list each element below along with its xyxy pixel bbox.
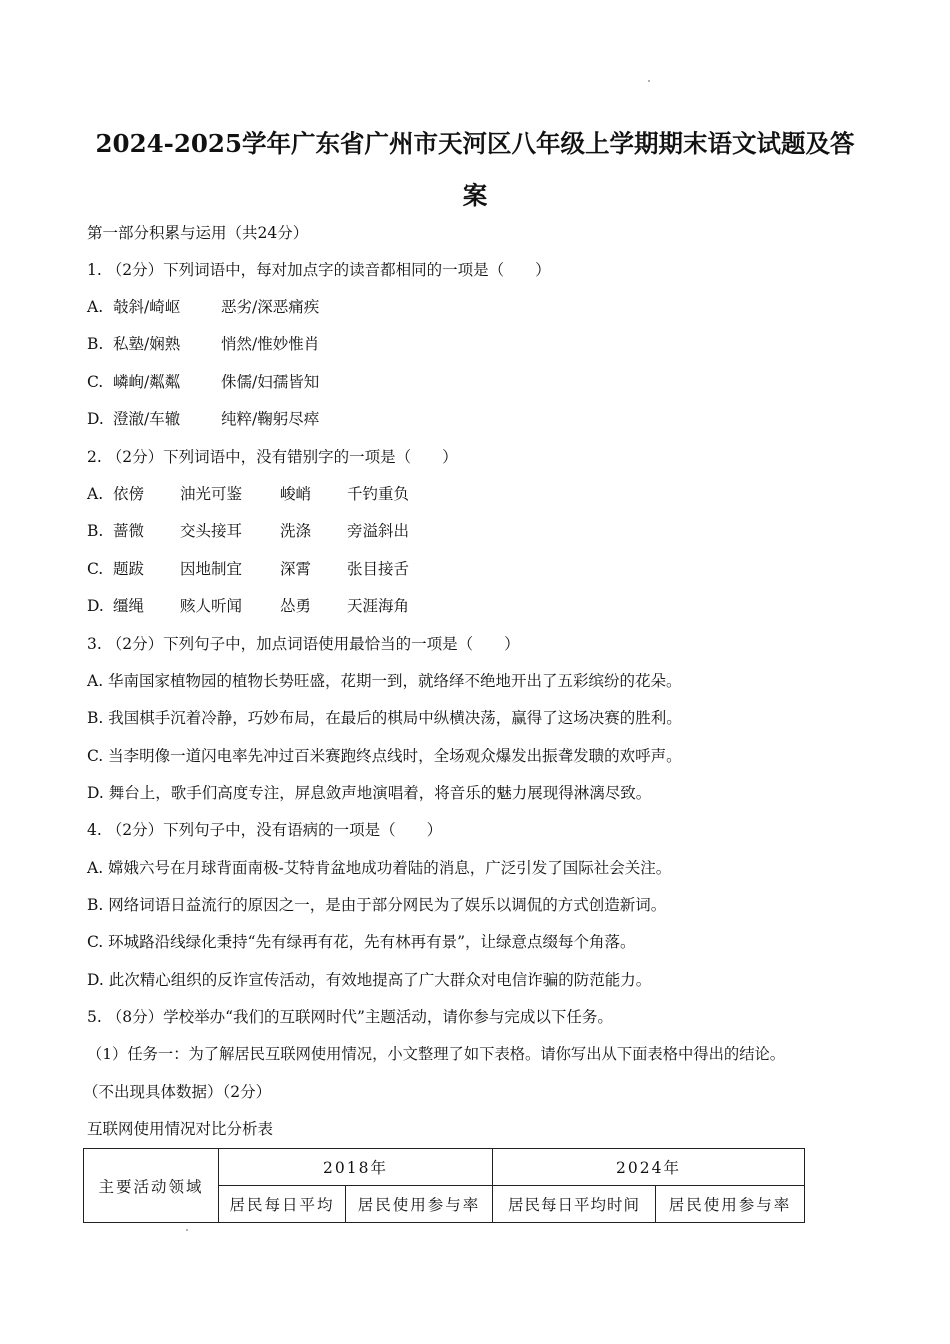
- row-header-cell: 主要活动领域: [84, 1149, 219, 1223]
- option-word: 怂勇: [280, 597, 312, 615]
- year-2024-cell: 2024年: [493, 1149, 805, 1186]
- internet-usage-table: [83, 1148, 805, 1223]
- table-header-row: [84, 1149, 805, 1186]
- option-word: 深霄: [280, 560, 312, 578]
- q2-option-a: [87, 483, 409, 505]
- option-letter: B.: [87, 522, 104, 540]
- q2-stem: 2. （2分）下列词语中，没有错别字的一项是（ ）: [87, 448, 458, 466]
- q4-stem: 4. （2分）下列句子中，没有语病的一项是（ ）: [87, 821, 443, 839]
- option-word: 赅人听闻: [180, 597, 243, 615]
- q1-option-a: [87, 296, 319, 318]
- scan-speck: [648, 80, 650, 82]
- subheader-cell: 居民每日平均时间: [493, 1186, 656, 1223]
- option-letter: D.: [87, 410, 104, 428]
- subheader-cell: 居民使用参与率: [656, 1186, 805, 1223]
- title-line-2: 案: [462, 181, 488, 210]
- option-word: 侏儒/妇孺皆知: [221, 373, 320, 391]
- option-word: 交头接耳: [180, 522, 243, 540]
- option-word: 纯粹/鞠躬尽瘁: [221, 410, 320, 428]
- q5-stem: 5. （8分）学校举办“我们的互联网时代”主题活动，请你参与完成以下任务。: [87, 1008, 613, 1026]
- option-word: 攲斜/崎岖: [113, 298, 181, 316]
- option-letter: D.: [87, 597, 104, 615]
- option-word: 千钓重负: [347, 485, 410, 503]
- option-letter: A.: [87, 298, 104, 316]
- option-word: 缰绳: [113, 597, 145, 615]
- q2-option-d: [87, 595, 409, 617]
- q4-option-a: A. 嫦娥六号在月球背面南极-艾特肯盆地成功着陆的消息，广泛引发了国际社会关注。: [87, 859, 672, 877]
- q1-option-d: [87, 408, 319, 430]
- option-word: 天涯海角: [347, 597, 410, 615]
- option-letter: C.: [87, 373, 104, 391]
- option-word: 嶙峋/粼粼: [113, 373, 181, 391]
- q1-option-c: [87, 371, 319, 393]
- option-word: 依傍: [113, 485, 145, 503]
- q4-option-c: C. 环城路沿线绿化秉持“先有绿再有花，先有林再有景”，让绿意点缀每个角落。: [87, 933, 636, 951]
- title-line-1: 2024-2025学年广东省广州市天河区八年级上学期期末语文试题及答: [95, 129, 855, 158]
- subheader-cell: 居民每日平均: [219, 1186, 346, 1223]
- option-word: 悄然/惟妙惟肖: [221, 335, 320, 353]
- q1-option-b: [87, 333, 319, 355]
- section-heading: 第一部分积累与运用（共24分）: [87, 224, 309, 242]
- option-word: 澄澈/车辙: [113, 410, 181, 428]
- q3-option-d: D. 舞台上，歌手们高度专注，屏息敛声地演唱着，将音乐的魅力展现得淋漓尽致。: [87, 784, 652, 802]
- option-word: 油光可鉴: [180, 485, 243, 503]
- option-word: 题跋: [113, 560, 145, 578]
- q2-option-b: [87, 520, 409, 542]
- table-caption: 互联网使用情况对比分析表: [87, 1120, 274, 1138]
- subheader-cell: 居民使用参与率: [346, 1186, 493, 1223]
- option-word: 因地制宜: [180, 560, 243, 578]
- option-letter: A.: [87, 485, 104, 503]
- q4-option-d: D. 此次精心组织的反诈宣传活动，有效地提高了广大群众对电信诈骗的防范能力。: [87, 971, 652, 989]
- q4-option-b: B. 网络词语日益流行的原因之一，是由于部分网民为了娱乐以调侃的方式创造新词。: [87, 896, 667, 914]
- q3-stem: 3. （2分）下列句子中，加点词语使用最恰当的一项是（ ）: [87, 635, 520, 653]
- option-word: 旁溢斜出: [347, 522, 410, 540]
- q3-option-c: C. 当李明像一道闪电率先冲过百米赛跑终点线时，全场观众爆发出振聋发聩的欢呼声。: [87, 747, 682, 765]
- q3-option-b: B. 我国棋手沉着冷静，巧妙布局，在最后的棋局中纵横决荡，赢得了这场决赛的胜利。: [87, 709, 682, 727]
- option-word: 蔷微: [113, 522, 145, 540]
- option-letter: B.: [87, 335, 104, 353]
- q2-option-c: [87, 558, 409, 580]
- option-word: 峻峭: [280, 485, 312, 503]
- year-2018-cell: 2018年: [219, 1149, 493, 1186]
- scan-speck: [186, 1229, 188, 1231]
- option-word: 恶劣/深恶痛疾: [221, 298, 320, 316]
- option-word: 私塾/娴熟: [113, 335, 181, 353]
- q5-task1-line1: （1）任务一：为了解居民互联网使用情况，小文整理了如下表格。请你写出从下面表格中得出的结论。: [87, 1045, 786, 1063]
- option-word: 张目接舌: [347, 560, 410, 578]
- option-letter: C.: [87, 560, 104, 578]
- option-word: 洗涤: [280, 522, 312, 540]
- q1-stem: 1. （2分）下列词语中，每对加点字的读音都相同的一项是（ ）: [87, 261, 551, 279]
- q5-task1-line2: （不出现具体数据）（2分）: [83, 1083, 272, 1101]
- document-title: [60, 118, 890, 222]
- q3-option-a: A. 华南国家植物园的植物长势旺盛，花期一到，就络绎不绝地开出了五彩缤纷的花朵。: [87, 672, 682, 690]
